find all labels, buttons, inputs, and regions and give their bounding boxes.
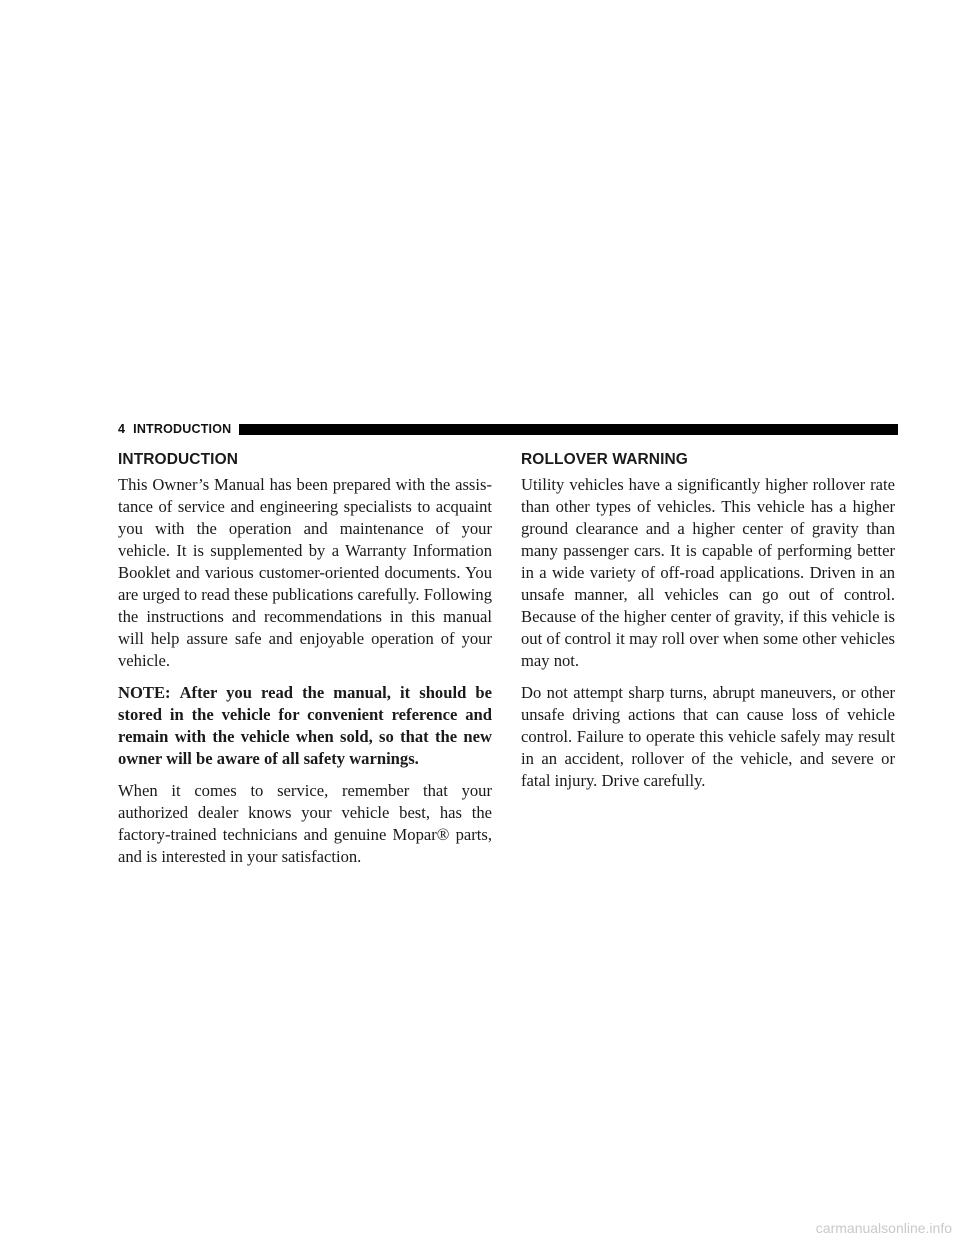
note-label: NOTE:: [118, 683, 171, 702]
running-header: [118, 422, 231, 436]
note-paragraph: [118, 682, 492, 770]
page-number: 4: [118, 422, 126, 436]
note-text: After you read the manual, it should be stored in the vehicle for convenient reference and remain with the vehicle when sold, so that the new owner will be aware of all safety warnings.: [118, 683, 492, 768]
rollover-warning-heading: ROLLOVER WARNING: [521, 451, 688, 468]
header-rule: [239, 424, 898, 435]
left-column: [118, 450, 492, 878]
section-title: INTRODUCTION: [133, 422, 232, 436]
right-column: [521, 450, 895, 802]
watermark: carmanualsonline.info: [815, 1220, 952, 1236]
service-paragraph: When it comes to service, remember that your authorized dealer knows your vehicle best, has the factory-trained technicians and genuine Mopar® parts, and is interested in your satisfaction.: [118, 781, 492, 866]
intro-paragraph: This Owner’s Manual has been prepared with the assis-tance of service and engineering specialists to acquaint you with the operation and maintenance of your vehicle. It is supplemented by a Warranty Information Booklet and various customer-oriented documents. You are urged to read these publications carefully. Following the instructions and recommendations in this manual will help assure safe and enjoyable operation of your vehicle.: [118, 475, 492, 670]
driving-paragraph: Do not attempt sharp turns, abrupt maneuvers, or other unsafe driving actions that can cause loss of vehicle control. Failure to operate this vehicle safely may result in an accident, rollover of the vehicle, and severe or fatal injury. Drive carefully.: [521, 683, 895, 790]
page-header: [118, 420, 898, 438]
introduction-heading: INTRODUCTION: [118, 451, 239, 468]
rollover-paragraph: Utility vehicles have a significantly higher rollover rate than other types of vehicles. This vehicle has a higher ground clearance and a higher center of gravity than many passenger cars. It is capable of performing better in a wide variety of off-road applications. Driven in an unsafe manner, all vehicles can go out of control. Because of the higher center of gravity, if this vehicle is out of control it may roll over when some other vehicles may not.: [521, 475, 895, 670]
